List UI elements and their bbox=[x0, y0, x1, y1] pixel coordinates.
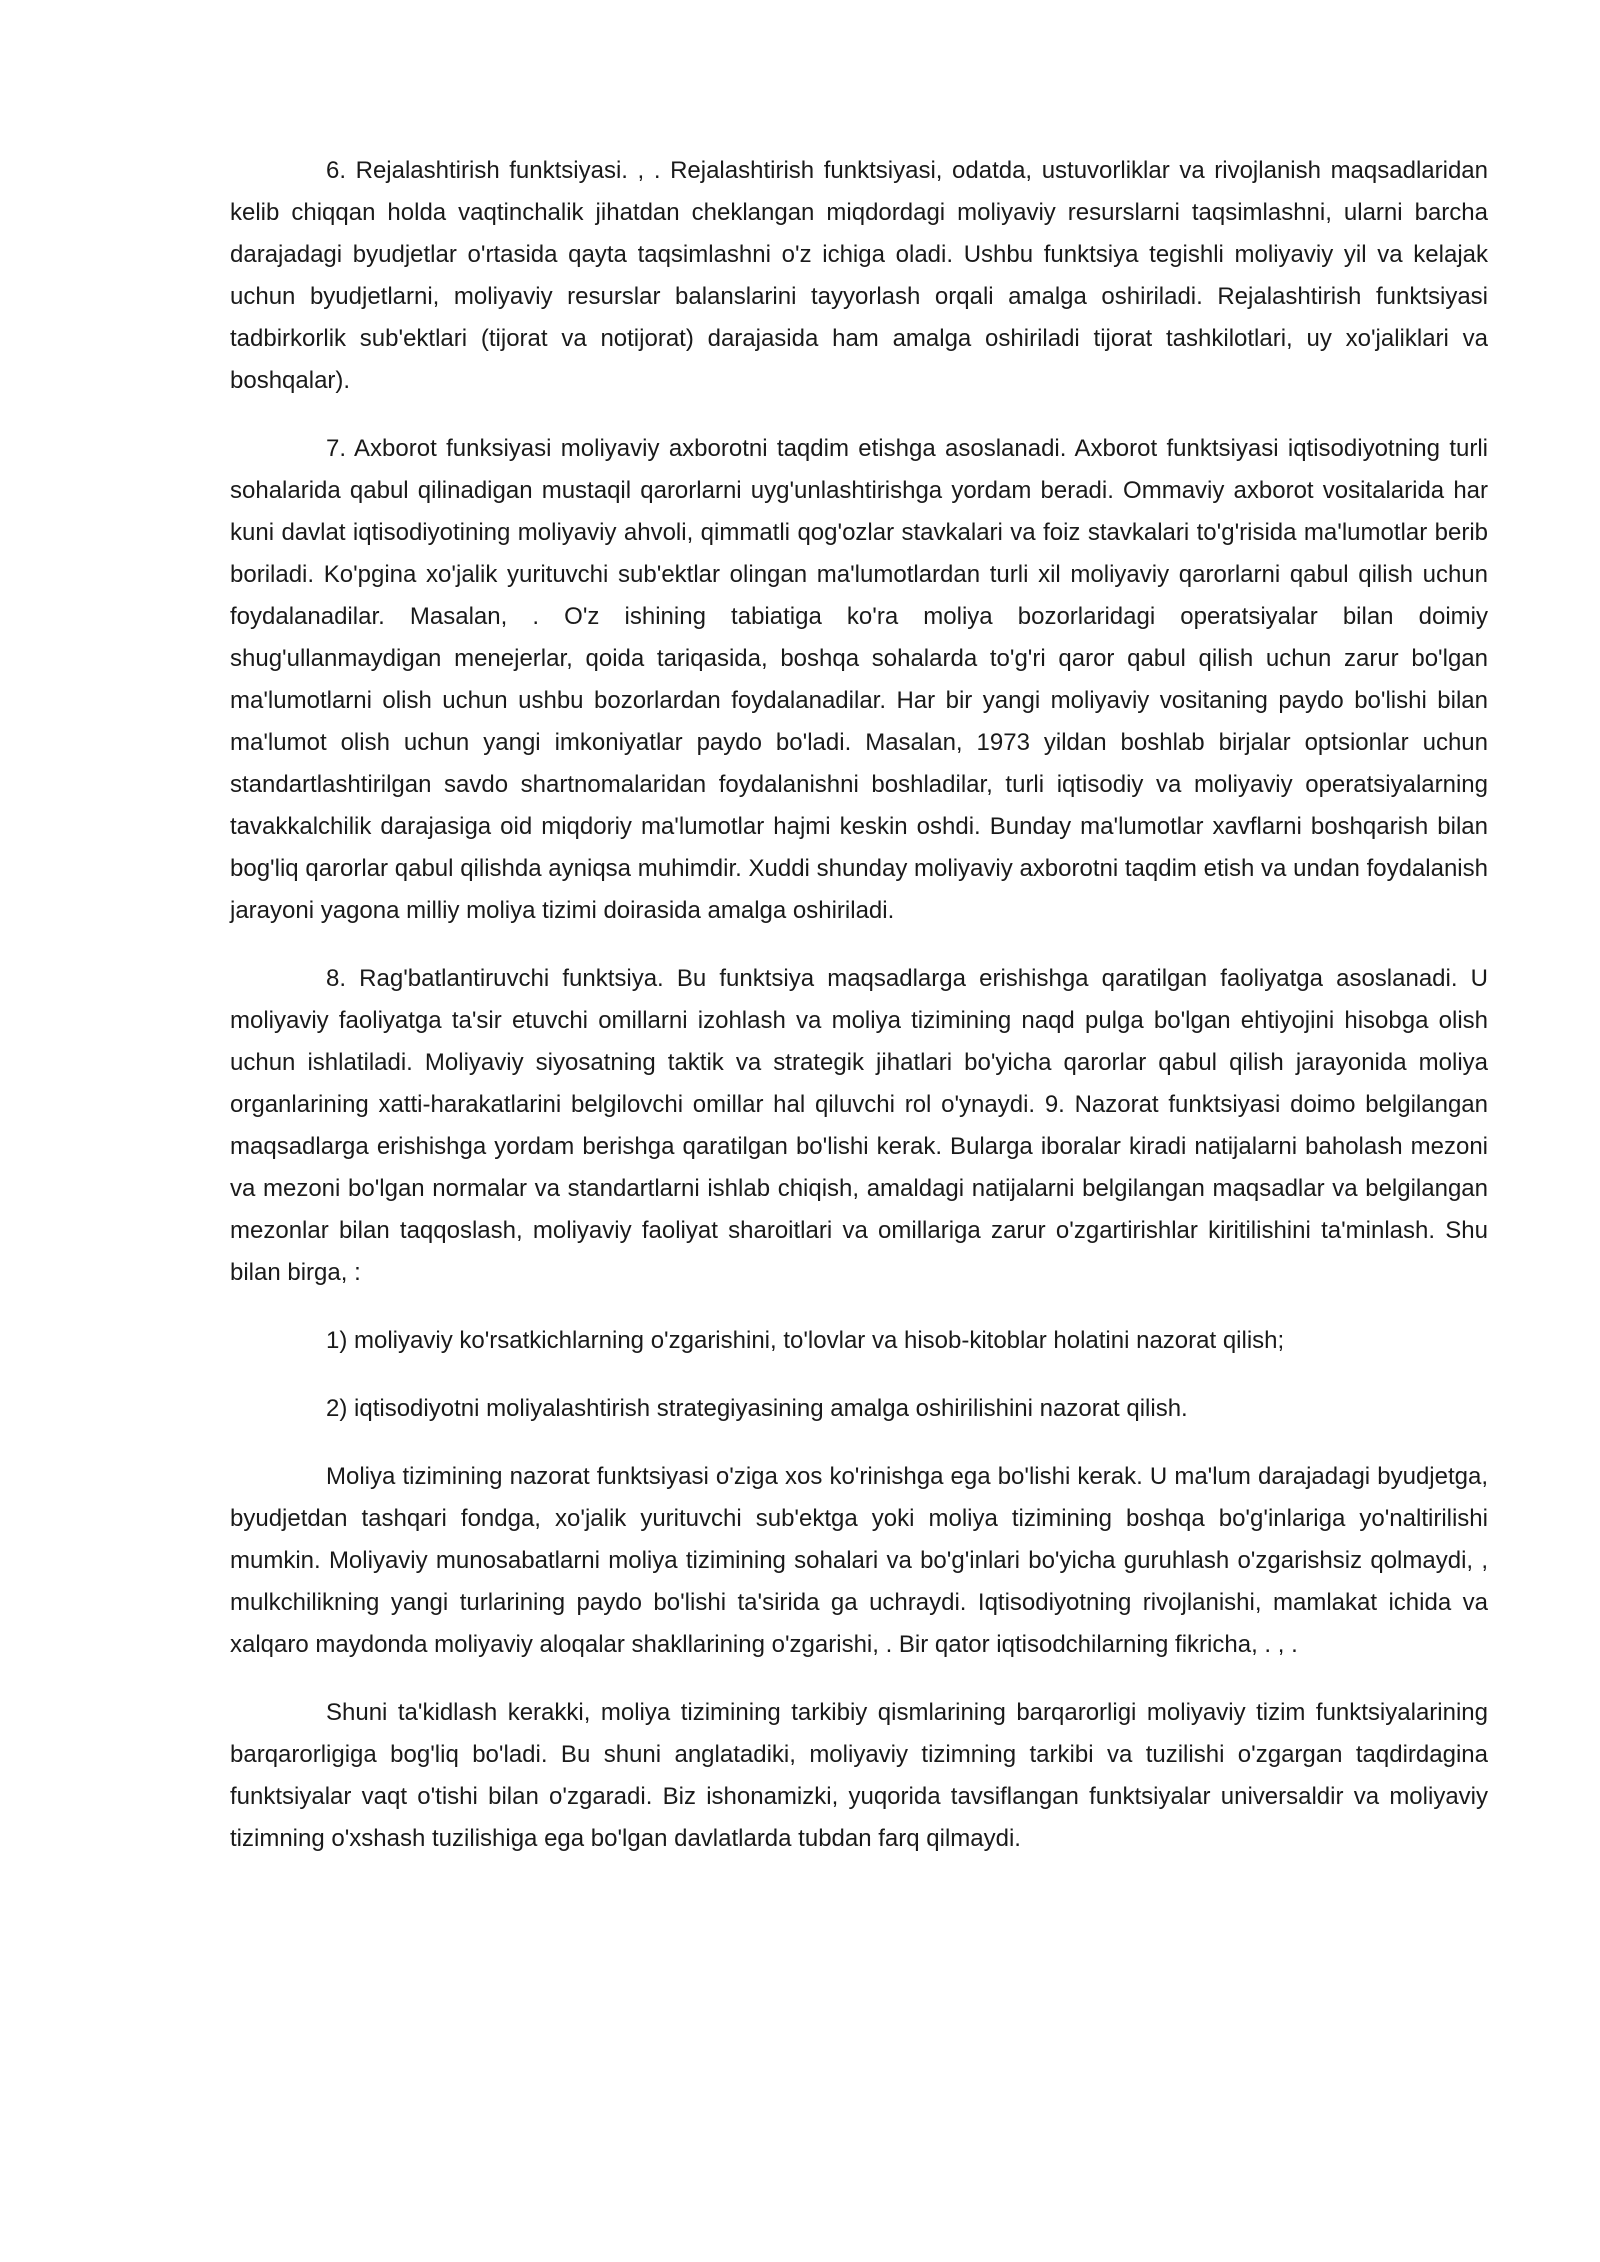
paragraph-planning-function: 6. Rejalashtirish funktsiyasi. , . Rejalashtirish funktsiyasi, odatda, ustuvorliklar va rivojlanish maqsadlaridan kelib chiqqan holda vaqtinchalik jihatdan cheklangan miqdordagi moliyaviy resurslarni taqsimlashni, ularni barcha darajadagi byudjetlar o'rtasida qayta taqsimlashni o'z ichiga oladi. Ushbu funktsiya tegishli moliyaviy yil va kelajak uchun byudjetlarni, moliyaviy resurslar balanslarini tayyorlash orqali amalga oshiriladi. Rejalashtirish funktsiyasi tadbirkorlik sub'ektlari (tijorat va notijorat) darajasida ham amalga oshiriladi tijorat tashkilotlari, uy xo'jaliklari va boshqalar). bbox=[230, 157, 1488, 394]
paragraph-incentive-function: 8. Rag'batlantiruvchi funktsiya. Bu funktsiya maqsadlarga erishishga qaratilgan faoliyatga asoslanadi. U moliyaviy faoliyatga ta'sir etuvchi omillarni izohlash va moliya tizimining naqd pulga bo'lgan ehtiyojini hisobga olish uchun ishlatiladi. Moliyaviy siyosatning taktik va strategik jihatlari bo'yicha qarorlar qabul qilish jarayonida moliya organlarining xatti-harakatlarini belgilovchi omillar hal qiluvchi rol o'ynaydi. 9. Nazorat funktsiyasi doimo belgilangan maqsadlarga erishishga yordam berishga qaratilgan bo'lishi kerak. Bularga iboralar kiradi natijalarni baholash mezoni va mezoni bo'lgan normalar va standartlarni ishlab chiqish, amaldagi natijalarni belgilangan maqsadlar va belgilangan mezonlar bilan taqqoslash, moliyaviy faoliyat sharoitlari va omillariga zarur o'zgartirishlar kiritilishini ta'minlash. Shu bilan birga, : bbox=[230, 965, 1488, 1286]
list-item-2: 2) iqtisodiyotni moliyalashtirish strategiyasining amalga oshirilishini nazorat qilish. bbox=[326, 1395, 1188, 1422]
paragraph-control-function: Moliya tizimining nazorat funktsiyasi o'ziga xos ko'rinishga ega bo'lishi kerak. U ma'lum darajadagi byudjetga, byudjetdan tashqari fondga, xo'jalik yurituvchi sub'ektga yoki moliya tizimining boshqa bo'g'inlariga yo'naltirilishi mumkin. Moliyaviy munosabatlarni moliya tizimining sohalari va bo'g'inlari bo'yicha guruhlash o'zgarishsiz qolmaydi, , mulkchilikning yangi turlarining paydo bo'lishi ta'sirida ga uchraydi. Iqtisodiyotning rivojlanishi, mamlakat ichida va xalqaro maydonda moliyaviy aloqalar shakllarining o'zgarishi, . Bir qator iqtisodchilarning fikricha, . , . bbox=[230, 1463, 1488, 1658]
paragraph-conclusion: Shuni ta'kidlash kerakki, moliya tizimining tarkibiy qismlarining barqarorligi moliyaviy tizim funktsiyalarining barqarorligiga bog'liq bo'ladi. Bu shuni anglatadiki, moliyaviy tizimning tarkibi va tuzilishi o'zgargan taqdirdagina funktsiyalar vaqt o'tishi bilan o'zgaradi. Biz ishonamizki, yuqorida tavsiflangan funktsiyalar universaldir va moliyaviy tizimning o'xshash tuzilishiga ega bo'lgan davlatlarda tubdan farq qilmaydi. bbox=[230, 1699, 1488, 1852]
paragraph-information-function: 7. Axborot funksiyasi moliyaviy axborotni taqdim etishga asoslanadi. Axborot funktsiyasi iqtisodiyotning turli sohalarida qabul qilinadigan mustaqil qarorlarni uyg'unlashtirishga yordam beradi. Ommaviy axborot vositalarida har kuni davlat iqtisodiyotining moliyaviy ahvoli, qimmatli qog'ozlar stavkalari va foiz stavkalari to'g'risida ma'lumotlar berib boriladi. Ko'pgina xo'jalik yurituvchi sub'ektlar olingan ma'lumotlardan turli xil moliyaviy qarorlarni qabul qilish uchun foydalanadilar. Masalan, . O'z ishining tabiatiga ko'ra moliya bozorlaridagi operatsiyalar bilan doimiy shug'ullanmaydigan menejerlar, qoida tariqasida, boshqa sohalarda to'g'ri qaror qabul qilish uchun zarur bo'lgan ma'lumotlarni olish uchun ushbu bozorlardan foydalanadilar. Har bir yangi moliyaviy vositaning paydo bo'lishi bilan ma'lumot olish uchun yangi imkoniyatlar paydo bo'ladi. Masalan, 1973 yildan boshlab birjalar optsionlar uchun standartlashtirilgan savdo shartnomalaridan foydalanishni boshladilar, turli iqtisodiy va moliyaviy operatsiyalarning tavakkalchilik darajasiga oid miqdoriy ma'lumotlar hajmi keskin oshdi. Bunday ma'lumotlar xavflarni boshqarish bilan bog'liq qarorlar qabul qilishda ayniqsa muhimdir. Xuddi shunday moliyaviy axborotni taqdim etish va undan foydalanish jarayoni yagona milliy moliya tizimi doirasida amalga oshiriladi. bbox=[230, 435, 1488, 924]
document-page bbox=[230, 150, 1488, 1886]
list-item-1: 1) moliyaviy ko'rsatkichlarning o'zgarishini, to'lovlar va hisob-kitoblar holatini nazorat qilish; bbox=[326, 1327, 1285, 1354]
